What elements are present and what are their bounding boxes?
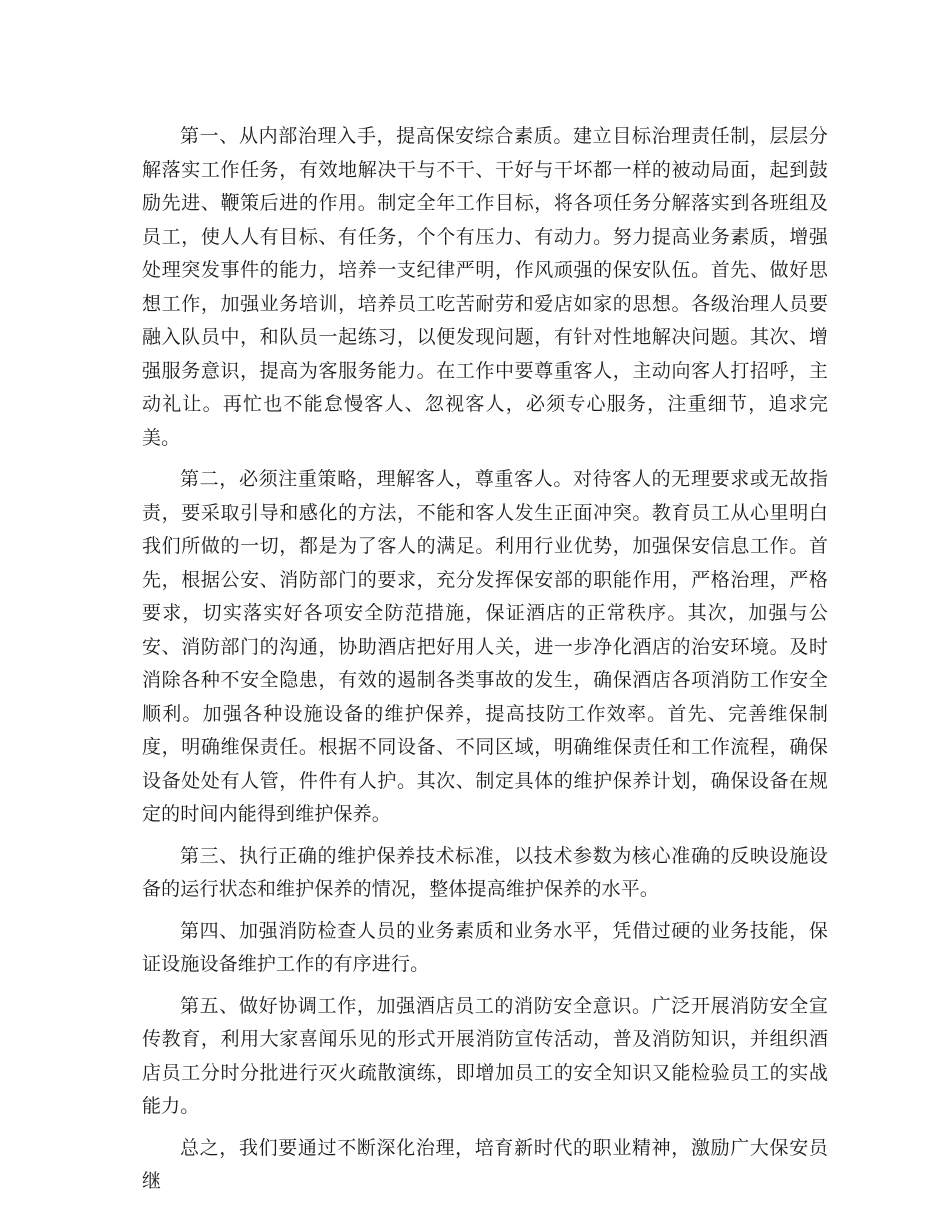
paragraph-3: 第三、执行正确的维护保养技术标准，以技术参数为核心准确的反映设施设备的运行状态和维护保养的情况，整体提高维护保养的水平。 (142, 844, 828, 900)
paragraph-5: 第五、做好协调工作，加强酒店员工的消防安全意识。广泛开展消防安全宣传教育，利用大家喜闻乐见的形式开展消防宣传活动，普及消防知识，并组织酒店员工分时分批进行灭火疏散演练，即增加员工的安全知识又能检验员工的实战能力。 (142, 994, 828, 1117)
paragraph-4: 第四、加强消防检查人员的业务素质和业务水平，凭借过硬的业务技能，保证设施设备维护工作的有序进行。 (142, 919, 828, 975)
paragraph-1: 第一、从内部治理入手，提高保安综合素质。建立目标治理责任制，层层分解落实工作任务，有效地解决干与不干、干好与干坏都一样的被动局面，起到鼓励先进、鞭策后进的作用。制定全年工作目标，将各项任务分解落实到各班组及员工，使人人有目标、有任务，个个有压力、有动力。努力提高业务素质，增强处理突发事件的能力，培养一支纪律严明，作风顽强的保安队伍。首先、做好思想工作，加强业务培训，培养员工吃苦耐劳和爱店如家的思想。各级治理人员要融入队员中，和队员一起练习，以便发现问题，有针对性地解决问题。其次、增强服务意识，提高为客服务能力。在工作中要尊重客人，主动向客人打招呼，主动礼让。再忙也不能怠慢客人、忽视客人，必须专心服务，注重细节，追求完美。 (142, 125, 828, 449)
paragraph-6: 总之，我们要通过不断深化治理，培育新时代的职业精神，激励广大保安员继 (142, 1136, 828, 1192)
document-page (142, 120, 828, 1207)
paragraph-2: 第二，必须注重策略，理解客人，尊重客人。对待客人的无理要求或无故指责，要采取引导和感化的方法，不能和客人发生正面冲突。教育员工从心里明白我们所做的一切，都是为了客人的满足。利用行业优势，加强保安信息工作。首先，根据公安、消防部门的要求，充分发挥保安部的职能作用，严格治理，严格要求，切实落实好各项安全防范措施，保证酒店的正常秩序。其次，加强与公安、消防部门的沟通，协助酒店把好用人关，进一步净化酒店的治安环境。及时消除各种不安全隐患，有效的遏制各类事故的发生，确保酒店各项消防工作安全顺利。加强各种设施设备的维护保养，提高技防工作效率。首先、完善维保制度，明确维保责任。根据不同设备、不同区域，明确维保责任和工作流程，确保设备处处有人管，件件有人护。其次、制定具体的维护保养计划，确保设备在规定的时间内能得到维护保养。 (142, 468, 828, 825)
